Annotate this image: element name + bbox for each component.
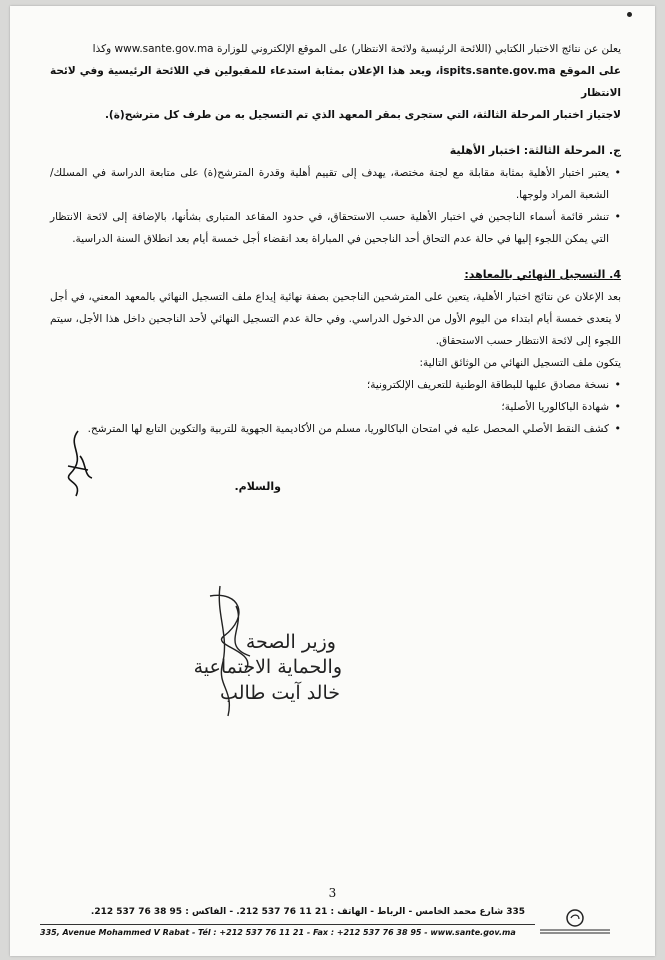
intro-line-1: يعلن عن نتائج الاختبار الكتابي (اللائحة الرئيسية ولائحة الانتظار) على الموقع الإلكتروني للوزارة www.sante.gov.ma وكذا [92,43,621,55]
closing-salutation: والسلام. [234,480,281,493]
documents-intro: يتكون ملف التسجيل النهائي من الوثائق التالية: [419,357,621,369]
intro-line-2: على الموقع ispits.sante.gov.ma، ويعد هذا الإعلان بمثابة استدعاء للمقبولين في اللائحة الرئيسية وفي لائحة الانتظار [50,65,621,99]
signature-name: خالد آيت طالب [220,682,340,704]
section4-heading: 4. التسجيل النهائي بالمعاهد: [464,268,621,281]
document-page [10,6,655,956]
signature-title-line-1: وزير الصحة [245,631,336,653]
document-item-2: • شهادة الباكالوريا الأصلية؛ [50,396,609,418]
stage3-heading: ج. المرحلة الثالثة: اختبار الأهلية [449,144,621,157]
section4-paragraph: بعد الإعلان عن نتائج اختبار الأهلية، يتعين على المترشحين الناجحين بصفة نهائية إيداع ملف التسجيل النهائي بالمعهد المعني، في أجل لا يتعدى خمسة أيام ابتداء من اليوم الأول من الدخول الدراسي. وفي حالة عدم التسجيل النهائي لأحد الناجحين داخل هذا الأجل، سيتم اللجوء إلى لائحة الانتظار حسب الاستحقاق. [50,291,621,347]
documents-list [50,374,621,440]
ministry-logo-icon [535,908,615,934]
stage3-list [50,162,621,250]
scan-dot [627,12,632,17]
minister-signature-block [150,576,350,726]
footer-rule [40,924,535,925]
intro-line-3: لاجتياز اختبار المرحلة الثالثة، التي ستجرى بمقر المعهد الذي تم التسجيل به من طرف كل مترشح(ة). [104,109,621,121]
document-body [50,38,621,498]
letterhead-footer [40,904,635,944]
document-item-3: • كشف النقط الأصلي المحصل عليه في امتحان الباكالوريا، مسلم من الأكاديمية الجهوية للتربية والتكوين التابع لها المترشح. [50,418,609,440]
document-item-1: • نسخة مصادق عليها للبطاقة الوطنية للتعريف الإلكترونية؛ [50,374,609,396]
footer-arabic-address: 335 شارع محمد الخامس - الرباط - الهاتف : 21 11 76 537 212. - الفاكس : 95 38 76 537 212. [90,907,525,917]
footer-latin-address: 335, Avenue Mohammed V Rabat - Tél : +212 537 76 11 21 - Fax : +212 537 76 38 95 - www.sante.gov.ma [40,928,516,937]
margin-initials-signature [58,426,98,506]
page-number: 3 [328,886,337,900]
signature-title-line-2: والحماية الاجتماعية [193,656,342,678]
stage3-bullet-1: • يعتبر اختبار الأهلية بمثابة مقابلة مع لجنة مختصة، يهدف إلى تقييم أهلية وقدرة المترشح(ة) على متابعة الدراسة في المسلك/الشعبة المراد ولوجها. [50,162,609,206]
stage3-bullet-2: • تنشر قائمة أسماء الناجحين في اختبار الأهلية حسب الاستحقاق، في حدود المقاعد المتبارى بشأنها، بالإضافة إلى لائحة الانتظار التي يمكن اللجوء إليها في حالة عدم التحاق أحد الناجحين في المباراة بعد انقضاء أجل خمسة أيام بعد انطلاق السنة الدراسية. [50,206,609,250]
